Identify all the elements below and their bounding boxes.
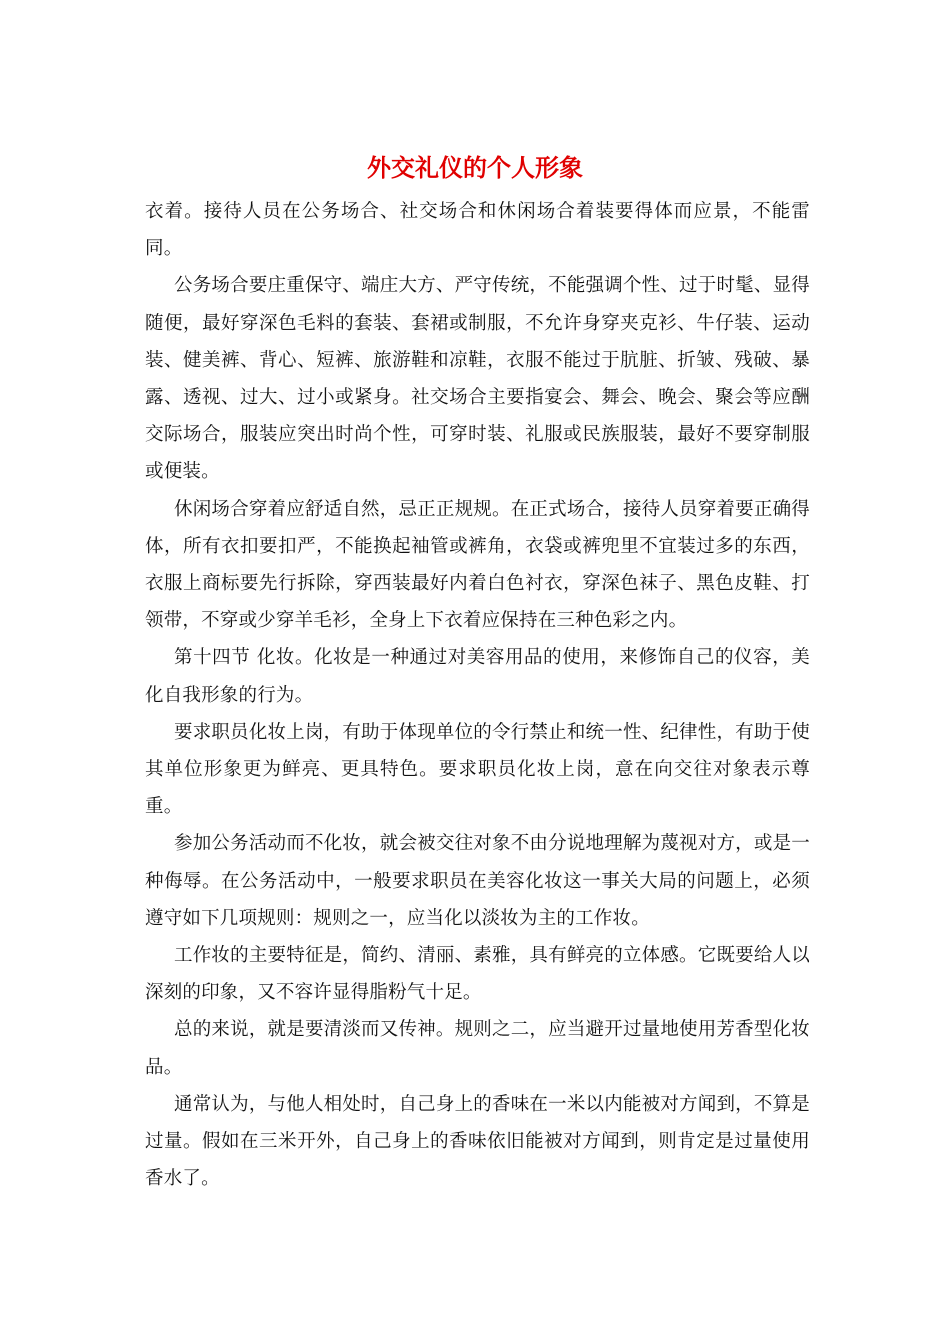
paragraph: 休闲场合穿着应舒适自然，忌正正规规。在正式场合，接待人员穿着要正确得体，所有衣扣要扣严，不能换起袖管或裤角，衣袋或裤兜里不宜装过多的东西，衣服上商标要先行拆除，穿西装最好内着白色衬衣，穿深色袜子、黑色皮鞋、打领带，不穿或少穿羊毛衫，全身上下衣着应保持在三种色彩之内。	[145, 498, 810, 632]
paragraph: 要求职员化妆上岗，有助于体现单位的令行禁止和统一性、纪律性，有助于使其单位形象更为鲜亮、更具特色。要求职员化妆上岗，意在向交往对象表示尊重。	[145, 721, 810, 818]
paragraph: 参加公务活动而不化妆，就会被交往对象不由分说地理解为蔑视对方，或是一种侮辱。在公务活动中，一般要求职员在美容化妆这一事关大局的问题上，必须遵守如下几项规则：规则之一，应当化以淡妆为主的工作妆。	[145, 833, 810, 929]
paragraph: 衣着。接待人员在公务场合、社交场合和休闲场合着装要得体而应景，不能雷同。	[145, 201, 810, 260]
body-text	[145, 193, 810, 1197]
paragraph: 第十四节 化妆。化妆是一种通过对美容用品的使用，来修饰自己的仪容，美化自我形象的行为。	[145, 647, 810, 706]
paragraph: 通常认为，与他人相处时，自己身上的香味在一米以内能被对方闻到，不算是过量。假如在三米开外，自己身上的香味依旧能被对方闻到，则肯定是过量使用香水了。	[145, 1093, 810, 1190]
page-title: 外交礼仪的个人形象	[367, 153, 583, 182]
paragraph: 总的来说，就是要清淡而又传神。规则之二，应当避开过量地使用芳香型化妆品。	[145, 1019, 810, 1078]
paragraph: 公务场合要庄重保守、端庄大方、严守传统，不能强调个性、过于时髦、显得随便，最好穿深色毛料的套装、套裙或制服，不允许身穿夹克衫、牛仔装、运动装、健美裤、背心、短裤、旅游鞋和凉鞋，衣服不能过于肮脏、折皱、残破、暴露、透视、过大、过小或紧身。社交场合主要指宴会、舞会、晚会、聚会等应酬交际场合，服装应突出时尚个性，可穿时装、礼服或民族服装，最好不要穿制服或便装。	[145, 275, 810, 483]
paragraph: 工作妆的主要特征是，简约、清丽、素雅，具有鲜亮的立体感。它既要给人以深刻的印象，又不容许显得脂粉气十足。	[145, 945, 810, 1004]
